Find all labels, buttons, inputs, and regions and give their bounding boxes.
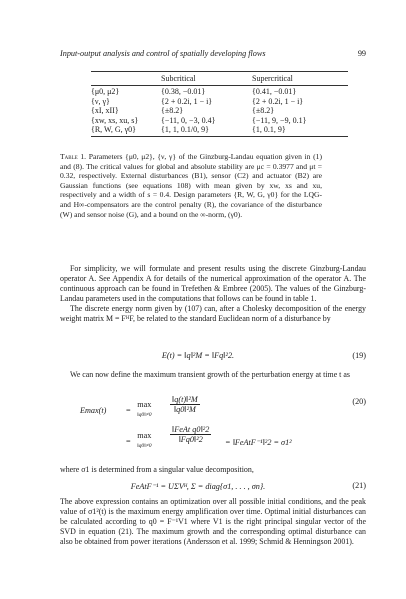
running-header xyxy=(60,49,366,58)
body-text-block-4 xyxy=(60,497,366,547)
page-number: 99 xyxy=(357,49,366,58)
body-text-block-2 xyxy=(60,370,366,380)
paragraph: For simplicity, we will formulate and present results using the discrete Ginzburg-Landau operator A. See Appendix A for details of the numerical approximation of the operator A. The continuous approach can be found in Trefethen & Embree (2005). The values of the Ginzburg-Landau parameters used in the computations that follows can be found in table 1. xyxy=(60,264,366,304)
equation-19 xyxy=(60,351,366,365)
table-cell: {0.41, −0.01} xyxy=(252,87,297,96)
fraction-numerator: ‖q(t)‖²M xyxy=(172,395,198,404)
fraction-denominator: ‖Fq0‖²2 xyxy=(178,435,203,444)
table-cell: {1, 1, 0.1/0, 9} xyxy=(161,125,209,135)
table-cell: {−11, 9, −9, 0.1} xyxy=(252,115,307,125)
table-header-cell: Subcritical xyxy=(161,74,196,83)
equation-20-rhs: = ‖FeAtF⁻¹‖²2 = σ1² xyxy=(225,438,292,447)
fraction-denominator: ‖q0‖²M xyxy=(173,405,196,414)
table-cell: {R, W, G, γ0} xyxy=(91,125,136,135)
running-title: Input-output analysis and control of spatially developing flows xyxy=(60,49,266,58)
table-row xyxy=(91,97,348,107)
paragraph: where σ1 is determined from a singular value decomposition, xyxy=(60,465,254,474)
equation-20-lhs: Emax(t) xyxy=(80,406,107,415)
table-cell: {μ0, μ2} xyxy=(91,87,120,96)
max-under: ‖q0‖≠0 xyxy=(137,443,152,449)
table-cell: {1, 0.1, 9} xyxy=(252,125,286,135)
table-row xyxy=(91,106,348,116)
equation-21 xyxy=(60,481,366,495)
fraction-numerator: ‖FeAt q0‖²2 xyxy=(172,425,210,434)
equals-sign: = xyxy=(126,406,131,415)
table-cell: {−11, 0, −3, 0.4} xyxy=(161,115,216,125)
equation-19-number: (19) xyxy=(352,351,366,360)
paragraph: We can now define the maximum transient growth of the perturbation energy at time t as xyxy=(70,370,350,379)
table-cell: {±8.2} xyxy=(252,106,275,116)
table-header-cell xyxy=(91,73,161,85)
table-header-row xyxy=(91,73,348,85)
table-row xyxy=(91,125,348,135)
equation-19-expr: E(t) = ‖q‖²M = ‖Fq‖²2. xyxy=(161,351,235,360)
equation-21-expr: FeAtF⁻¹ = UΣVᴴ, Σ = diag{σ1, . . . , σn}. xyxy=(130,482,266,491)
table-cell: {±8.2} xyxy=(161,106,184,116)
body-text-block-1 xyxy=(60,264,366,325)
paragraph: The above expression contains an optimization over all possible initial conditions, and the peak value of σ1²(t) is the maximum energy amplification over time. Optimal initial disturbances can be calculated according to q0 = F⁻¹V1 where V1 is the right principal singular vector of the SVD in equation (21). The maximum growth and the corresponding optimal disturbance can also be obtained from power iterations (Andersson et al. 1999; Schmid & Henningson 2001). xyxy=(60,497,366,547)
table-cell: {0.38, −0.01} xyxy=(161,87,206,96)
table-caption-label: Table 1. xyxy=(60,152,87,161)
equals-sign: = xyxy=(126,437,131,446)
equation-20-fraction-1 xyxy=(170,395,200,414)
table-cell: {2 + 0.2i, 1 − i} xyxy=(161,96,213,106)
max-operator: max ‖q0‖≠0 xyxy=(137,400,152,418)
body-text-block-3 xyxy=(60,465,366,475)
table-caption-text: Parameters {μ0, μ2}, {ν, γ} of the Ginzburg-Landau equation given in (1) and (8). The critical values for global and absolute stability are μc = 0.3977 and μt = 0.32, respectively. External disturbances (B1), sensor (C2) and actuator (B2) are Gaussian functions (see equations 108) with mean given by xw, xs and xu, respectively and a width of s = 0.4. Design parameters {R, W, G, γ0} for the LQG- and H∞-compensators are the control penalty (R), the covariance of the disturbance (W) and sensor noise (G), and a bound on the ∞-norm, (γ0). xyxy=(60,152,322,219)
table-top-rule xyxy=(91,71,348,72)
parameter-table xyxy=(91,71,348,137)
table-header-cell: Supercritical xyxy=(252,74,293,83)
table-cell: {xI, xII} xyxy=(91,106,119,116)
equation-20-fraction-2 xyxy=(170,425,211,444)
table-caption xyxy=(60,152,322,219)
table-row xyxy=(91,87,348,97)
equation-20 xyxy=(60,395,366,461)
table-bottom-rule xyxy=(91,136,348,137)
table-cell: {2 + 0.2i, 1 − i} xyxy=(252,96,304,106)
equation-20-number: (20) xyxy=(352,397,366,406)
table-cell: {ν, γ} xyxy=(91,96,110,106)
max-under: ‖q0‖≠0 xyxy=(137,412,152,418)
table-row xyxy=(91,116,348,126)
max-operator: max ‖q0‖≠0 xyxy=(137,431,152,449)
equation-21-number: (21) xyxy=(352,481,366,490)
table-cell: {xw, xs, xu, s} xyxy=(91,115,139,125)
paragraph: The discrete energy norm given by (107) can, after a Cholesky decomposition of the energy weight matrix M = FᴴF, be related to the standard Euclidean norm of a disturbance by xyxy=(60,304,366,324)
